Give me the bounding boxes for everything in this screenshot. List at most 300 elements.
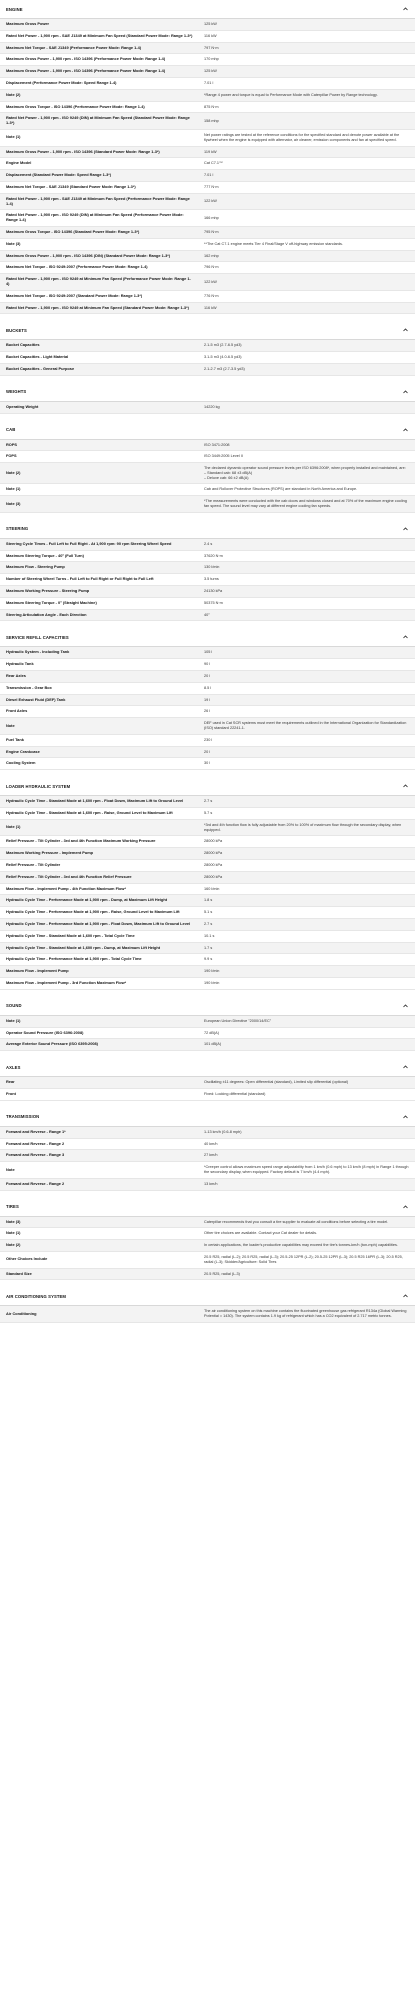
spec-row: [0, 683, 415, 695]
spec-value: 20.5 R25, radial (L-2); 20.5 R25, radial (L-3); 20.5-25 12PR (L-2); 20.5-25 12PR (L-3); 20.5 R25 16PR (L-3); 20.5 R25, radial (L-3); Skidder/Agriculture: Solid Tires: [204, 1254, 403, 1264]
spec-label: Engine Model: [6, 160, 32, 166]
section-header[interactable]: [0, 997, 415, 1016]
spec-label: Maximum Gross Power - 1,900 rpm - ISO 14396 (Performance Power Mode: Range 1-4): [6, 56, 166, 62]
spec-label: Maximum Flow - Steering Pump: [6, 564, 65, 570]
spec-value: 24130 kPa: [204, 589, 223, 594]
spec-value: 20 l: [204, 749, 211, 754]
spec-value: 2.7 s: [204, 921, 213, 926]
section-title: TRANSMISSION: [6, 1114, 40, 1120]
spec-row: [0, 647, 415, 659]
spec-row: [0, 113, 415, 130]
spec-value: **The Cat C7.1 engine meets Tier 4 Final/Stage V off-highway emission standards.: [204, 241, 344, 246]
spec-value: In certain applications, the loader's productive capabilities may exceed the tire's tonnes-km/h (ton-mph) capabilities.: [204, 1243, 398, 1248]
spec-label: Maximum Steering Torque - 40° (Full Turn): [6, 552, 84, 558]
spec-label: Forward and Reverse - Range 2: [6, 1180, 65, 1186]
spec-value: 795 N·m: [204, 229, 219, 234]
spec-label: Forward and Reverse - Range 1*: [6, 1128, 66, 1134]
spec-label: Bucket Capacities - Light Material: [6, 354, 69, 360]
spec-label: Maximum Gross Torque - ISO 14396 (Performance Power Mode: Range 1-4): [6, 103, 145, 109]
spec-label: Front: [6, 1090, 16, 1096]
spec-label: Hydraulic Cycle Time - Standard Mode at 1,600 rpm - Dump, at Maximum Lift Height: [6, 944, 161, 950]
spec-value: 162 mhp: [204, 253, 219, 258]
spec-value: 14220 kg: [204, 404, 220, 409]
spec-value: 116 kW: [204, 305, 217, 310]
section-spacer: [0, 513, 415, 520]
spec-value: 125 kW: [204, 22, 217, 26]
spec-value: DEF used in Cat SCR systems must meet the requirements outlined in the International Organization for Standardization (ISO) standard 22241-1.: [204, 721, 407, 731]
spec-table: [0, 402, 415, 414]
spec-row: [0, 1269, 415, 1281]
spec-row: [0, 884, 415, 896]
spec-row: [0, 210, 415, 227]
spec-table: [0, 19, 415, 314]
spec-row: [0, 291, 415, 303]
spec-value: Net power ratings are tested at the reference conditions for the specified standard and denote power available at the flywheel when the engine is equipped with alternator, air cleaner, emission components and fan at specified speed.: [204, 132, 400, 142]
spec-row: [0, 1089, 415, 1101]
spec-value: *Creeper control allows maximum speed range adjustability from 1 km/h (0.6 mph) to 13 km/h (8 mph) in Range 1 through the secondary display, when equipped. Factory default is 7 km/h (4.4 mph).: [204, 1165, 409, 1174]
spec-value: 26 l: [204, 709, 211, 714]
spec-label: Relief Pressure - Tilt Cylinder - 3rd and 4th Function Relief Pressure: [6, 873, 132, 879]
spec-value: 7.01 l: [204, 80, 214, 85]
spec-label: Number of Steering Wheel Turns - Full Left to Full Right or Full Right to Full Left: [6, 576, 154, 582]
spec-section: [0, 520, 415, 629]
spec-row: [0, 54, 415, 66]
spec-row: [0, 31, 415, 43]
spec-value: 7.01 l: [204, 173, 214, 178]
spec-row: [0, 1077, 415, 1089]
chevron-up-icon[interactable]: [402, 1203, 409, 1210]
spec-table: [0, 1016, 415, 1051]
spec-label: Note (1): [6, 486, 21, 492]
section-spacer: [0, 414, 415, 421]
spec-label: Operating Weight: [6, 403, 39, 409]
spec-label: Rated Net Power - 1,900 rpm - ISO 9249 (DIN) at Minimum Fan Speed (Standard Power Mode: Range 1-3*): [6, 115, 190, 126]
spec-label: Maximum Gross Power - 1,900 rpm - ISO 14396 (Standard Power Mode: Range 1-3*): [6, 148, 160, 154]
spec-value: 796 N·m: [204, 265, 219, 270]
section-spacer: [0, 770, 415, 777]
spec-value: The air conditioning system on this machine contains the fluorinated greenhouse gas refrigerant R134a (Global Warming Potential = 1430). The system contains 1.9 kg of refrigerant which has a CO2 equivalent of 2.717 metric tonnes.: [204, 1309, 407, 1319]
spec-row: [0, 1162, 415, 1179]
spec-row: [0, 747, 415, 759]
spec-row: [0, 352, 415, 364]
spec-value: 28000 kPa: [204, 863, 223, 867]
spec-table: [0, 647, 415, 770]
spec-row: [0, 194, 415, 211]
spec-label: Engine Crankcase: [6, 748, 40, 754]
section-header[interactable]: [0, 421, 415, 440]
spec-value: Other tire choices are available. Contact your Cat dealer for details.: [204, 1231, 318, 1236]
spec-label: Maximum Flow - Implement Pump: [6, 968, 69, 974]
spec-row: [0, 274, 415, 291]
chevron-up-icon[interactable]: [402, 634, 409, 641]
section-title: LOADER HYDRAULIC SYSTEM: [6, 783, 71, 789]
spec-value: 50375 N·m: [204, 600, 223, 605]
chevron-up-icon[interactable]: [402, 1293, 409, 1300]
spec-label: Rear Axles: [6, 673, 26, 679]
spec-table: [0, 1077, 415, 1101]
spec-value: 122 kW: [204, 279, 217, 284]
spec-label: Maximum Working Pressure - Steering Pump: [6, 588, 90, 594]
spec-value: 20 l: [204, 674, 211, 679]
section-title: STEERING: [6, 526, 29, 532]
spec-row: [0, 1179, 415, 1191]
spec-label: Diesel Exhaust Fluid (DEF) Tank: [6, 696, 66, 702]
spec-value: 875 N·m: [204, 104, 219, 109]
spec-value: 28000 kPa: [204, 839, 223, 844]
spec-value: 1-13 km/h (0.6-8 mph): [204, 1129, 242, 1134]
spec-row: [0, 872, 415, 884]
spec-row: [0, 586, 415, 598]
spec-label: Hydraulic System - Including Tank: [6, 649, 70, 655]
spec-row: [0, 170, 415, 182]
spec-table: [0, 1127, 415, 1191]
spec-row: [0, 820, 415, 837]
spec-table: [0, 539, 415, 622]
spec-value: 9.9 s: [204, 957, 213, 962]
spec-value: 19 l: [204, 697, 211, 702]
spec-row: [0, 262, 415, 274]
spec-table: [0, 340, 415, 375]
spec-row: [0, 340, 415, 352]
spec-row: [0, 227, 415, 239]
spec-value: 777 N·m: [204, 184, 219, 189]
spec-section: [0, 997, 415, 1058]
chevron-up-icon[interactable]: [402, 1064, 409, 1071]
section-title: AIR CONDITIONING SYSTEM: [6, 1293, 66, 1299]
spec-value: 105 l: [204, 650, 213, 655]
spec-label: Hydraulic Cycle Time - Performance Mode at 1,900 rpm - Raise, Ground Level to Maximum Lift: [6, 909, 180, 915]
spec-value: *3rd and 4th function flow is fully adjustable from 20% to 100% of maximum flow through the secondary display, when equipped.: [204, 822, 402, 832]
spec-label: Hydraulic Cycle Time - Performance Mode at 1,900 rpm - Float Down, Maximum Lift to Ground Level: [6, 920, 191, 926]
section-header[interactable]: [0, 520, 415, 539]
spec-table: [0, 1217, 415, 1281]
spec-row: [0, 1306, 415, 1323]
spec-value: 116 kW: [204, 33, 217, 38]
spec-value: 1.7 s: [204, 945, 213, 950]
spec-value: *Range 4 power and torque is equal to Performance Mode with Caterpillar Power by Range technology.: [204, 92, 378, 97]
spec-row: [0, 90, 415, 102]
section-title: ENGINE: [6, 6, 23, 12]
spec-value: 3.1-5 m3 (4.0-6.5 yd3): [204, 355, 242, 360]
spec-row: [0, 1228, 415, 1240]
spec-row: [0, 147, 415, 159]
section-header[interactable]: [0, 321, 415, 340]
section-title: TIRES: [6, 1204, 19, 1210]
spec-label: Note (2): [6, 469, 21, 475]
spec-value: 130 l/min: [204, 565, 220, 570]
spec-row: [0, 551, 415, 563]
spec-row: [0, 78, 415, 90]
spec-value: 30 l: [204, 761, 211, 766]
spec-row: [0, 1039, 415, 1051]
spec-row: [0, 66, 415, 78]
spec-section: [0, 321, 415, 382]
spec-row: [0, 1139, 415, 1151]
spec-row: [0, 130, 415, 147]
spec-row: [0, 251, 415, 263]
spec-value: 776 N·m: [204, 293, 219, 298]
spec-label: Bucket Capacities - General Purpose: [6, 365, 75, 371]
spec-value: 2.4 s: [204, 541, 213, 546]
chevron-up-icon[interactable]: [402, 1002, 409, 1009]
spec-label: Note (3): [6, 240, 21, 246]
spec-label: Maximum Net Torque - ISO 9249:2007 (Standard Power Mode: Range 1-3*): [6, 292, 143, 298]
spec-value: 5.7 s: [204, 811, 213, 816]
spec-row: [0, 836, 415, 848]
spec-row: [0, 158, 415, 170]
spec-value: 1.8 s: [204, 898, 213, 903]
chevron-up-icon[interactable]: [402, 388, 409, 395]
spec-row: [0, 895, 415, 907]
spec-label: Note (3): [6, 1218, 21, 1224]
spec-section: [0, 1108, 415, 1198]
spec-label: Displacement (Performance Power Mode: Speed Range 1-4): [6, 79, 117, 85]
spec-value: 5.1 s: [204, 910, 213, 915]
spec-label: Maximum Net Torque - SAE J1349 (Performance Power Mode: Range 1-4): [6, 44, 142, 50]
spec-row: [0, 402, 415, 414]
spec-row: [0, 440, 415, 452]
section-header[interactable]: [0, 777, 415, 796]
spec-section: [0, 1058, 415, 1108]
spec-value: Cab and Rollover Protective Structures (ROPS) are standard in North America and Europe.: [204, 487, 358, 492]
spec-row: [0, 735, 415, 747]
spec-label: Rated Net Power - 1,900 rpm - ISO 9249 (DIN) at Minimum Fan Speed (Performance Power Mode: Range 1-4): [6, 212, 184, 223]
spec-table: [0, 1306, 415, 1323]
spec-section: [0, 383, 415, 421]
spec-row: [0, 919, 415, 931]
spec-section: [0, 421, 415, 520]
spec-row: [0, 1217, 415, 1229]
spec-label: Forward and Reverse - Range 3: [6, 1152, 65, 1158]
spec-row: [0, 239, 415, 251]
section-header[interactable]: [0, 628, 415, 647]
chevron-up-icon[interactable]: [402, 327, 409, 334]
spec-label: Fuel Tank: [6, 736, 24, 742]
spec-label: Note (2): [6, 1242, 21, 1248]
section-header[interactable]: [0, 1058, 415, 1077]
spec-label: Note (1): [6, 1017, 21, 1023]
chevron-up-icon[interactable]: [402, 6, 409, 13]
spec-row: [0, 796, 415, 808]
spec-row: [0, 496, 415, 513]
spec-value: 90 l: [204, 662, 211, 667]
spec-value: 230 l: [204, 737, 213, 742]
spec-label: Note (1): [6, 1230, 21, 1236]
spec-label: Relief Pressure - Tilt Cylinder - 3rd and 4th Function Maximum Working Pressure: [6, 838, 156, 844]
spec-label: Transmission - Gear Box: [6, 684, 52, 690]
spec-row: [0, 562, 415, 574]
spec-row: [0, 303, 415, 315]
spec-label: Hydraulic Cycle Time - Standard Mode at 1,600 rpm - Float Down, Maximum Lift to Ground Level: [6, 798, 184, 804]
spec-row: [0, 907, 415, 919]
spec-row: [0, 671, 415, 683]
chevron-up-icon[interactable]: [402, 426, 409, 433]
spec-row: [0, 1150, 415, 1162]
spec-label: Rear: [6, 1079, 15, 1085]
spec-label: Relief Pressure - Tilt Cylinder: [6, 862, 61, 867]
spec-value: 28000 kPa: [204, 851, 223, 856]
section-header[interactable]: [0, 383, 415, 402]
spec-table: [0, 796, 415, 990]
spec-row: [0, 19, 415, 31]
spec-label: Cooling System: [6, 760, 36, 766]
spec-value: 101 dB(A): [204, 1042, 222, 1047]
spec-section: [0, 1198, 415, 1288]
spec-label: ROPS: [6, 441, 18, 447]
section-spacer: [0, 621, 415, 628]
spec-label: Maximum Net Torque - ISO 9249:2007 (Performance Power Mode: Range 1-4): [6, 264, 148, 270]
spec-label: Note (2): [6, 91, 21, 97]
section-title: CAB: [6, 427, 16, 432]
section-spacer: [0, 376, 415, 383]
section-header[interactable]: [0, 1198, 415, 1217]
spec-row: [0, 463, 415, 484]
spec-value: 37620 N·m: [204, 553, 223, 558]
spec-row: [0, 102, 415, 114]
spec-label: Operator Sound Pressure (ISO 6396:2008): [6, 1029, 84, 1035]
spec-row: [0, 451, 415, 463]
chevron-up-icon[interactable]: [402, 783, 409, 790]
spec-row: [0, 1240, 415, 1252]
spec-row: [0, 1028, 415, 1040]
spec-label: Front Axles: [6, 708, 28, 714]
spec-value: 20.5 R25, radial (L-3): [204, 1271, 240, 1276]
spec-row: [0, 718, 415, 735]
section-spacer: [0, 1191, 415, 1198]
spec-row: [0, 966, 415, 978]
spec-value: 72 dB(A): [204, 1030, 219, 1035]
spec-value: 122 kW: [204, 199, 217, 204]
spec-row: [0, 931, 415, 943]
spec-label: Maximum Working Pressure - Implement Pump: [6, 850, 94, 856]
spec-value: Fixed: Locking differential (standard): [204, 1091, 266, 1096]
spec-label: Rated Net Power - 1,900 rpm - SAE J1349 at Minimum Fan Speed (Standard Power Mode: Range 1-3*): [6, 32, 193, 38]
spec-value: ISO 3449:2005 Level II: [204, 454, 243, 459]
spec-label: Rated Net Power - 1,900 rpm - SAE J1349 at Minimum Fan Speed (Performance Power Mode: Range 1-4): [6, 195, 190, 206]
spec-label: Air Conditioning: [6, 1310, 37, 1316]
spec-row: [0, 860, 415, 872]
spec-row: [0, 43, 415, 55]
spec-value: 797 N·m: [204, 45, 219, 50]
section-title: SERVICE REFILL CAPACITIES: [6, 634, 69, 640]
chevron-up-icon[interactable]: [402, 525, 409, 532]
spec-label: Note (3): [6, 500, 21, 506]
section-header[interactable]: [0, 1287, 415, 1306]
spec-label: Maximum Net Torque - SAE J1349 (Standard Power Mode: Range 1-3*): [6, 183, 136, 189]
spec-label: Standard Size: [6, 1270, 32, 1276]
spec-label: Rated Net Power - 1,900 rpm - ISO 9249 at Minimum Fan Speed (Standard Power Mode: Range 1-3*): [6, 304, 189, 310]
spec-value: Oscillating ±11 degrees: Open differential (standard), Limited slip differential (optional): [204, 1080, 349, 1085]
spec-value: 10.1 s: [204, 933, 215, 938]
section-header[interactable]: [0, 1108, 415, 1127]
spec-value: 40°: [204, 612, 210, 617]
spec-label: Maximum Gross Torque - ISO 14396 (Standard Power Mode: Range 1-3*): [6, 228, 140, 234]
spec-value: Caterpillar recommends that you consult a tire supplier to evaluate all conditions before selecting a tire model.: [204, 1219, 389, 1224]
spec-label: Hydraulic Tank: [6, 661, 34, 667]
spec-row: [0, 848, 415, 860]
spec-label: Maximum Steering Torque - 0° (Straight Machine): [6, 599, 97, 605]
spec-value: European Union Directive "2000/14/EC": [204, 1018, 272, 1023]
section-spacer: [0, 1051, 415, 1058]
section-spacer: [0, 1323, 415, 1330]
spec-label: Hydraulic Cycle Time - Standard Mode at 1,600 rpm - Raise, Ground Level to Maximum Lift: [6, 810, 173, 816]
spec-row: [0, 758, 415, 770]
spec-row: [0, 695, 415, 707]
spec-row: [0, 706, 415, 718]
spec-row: [0, 808, 415, 820]
spec-row: [0, 1252, 415, 1269]
spec-value: The declared dynamic operator sound pressure levels per ISO 6396:2008*, when properly installed and maintained, are: – Standard cab: 68 ±3 dB(A) – Deluxe cab: 66 ±2 dB(A): [204, 466, 406, 480]
spec-row: [0, 364, 415, 376]
spec-section: [0, 628, 415, 777]
spec-label: Displacement (Standard Power Mode: Speed Range 1-3*): [6, 172, 112, 178]
spec-label: Steering Cycle Times - Full Left to Full Right - At 1,900 rpm: 90 rpm Steering Wheel Speed: [6, 540, 172, 546]
spec-value: *The measurements were conducted with the cab doors and windows closed and at 70% of the maximum engine cooling fan speed. The sound level may vary at different engine cooling fan speeds.: [204, 499, 407, 509]
spec-row: [0, 943, 415, 955]
spec-value: 8.5 l: [204, 685, 212, 690]
spec-value: 190 l/min: [204, 969, 220, 974]
spec-row: [0, 1016, 415, 1028]
section-title: BUCKETS: [6, 327, 27, 333]
spec-label: Maximum Flow - Implement Pump - 3rd Function Maximum Flow*: [6, 979, 127, 985]
spec-label: Note (1): [6, 134, 21, 140]
section-title: AXLES: [6, 1064, 21, 1070]
spec-value: 125 kW: [204, 69, 217, 74]
spec-value: 3.5 turns: [204, 577, 219, 582]
section-spacer: [0, 1280, 415, 1287]
section-title: WEIGHTS: [6, 389, 27, 395]
section-spacer: [0, 1101, 415, 1108]
spec-row: [0, 659, 415, 671]
section-spacer: [0, 314, 415, 321]
spec-row: [0, 539, 415, 551]
spec-label: FOPS: [6, 453, 17, 459]
spec-label: Note: [6, 1166, 15, 1172]
section-title: SOUND: [6, 1003, 22, 1009]
spec-value: ISO 3471:2008: [204, 442, 230, 447]
section-header[interactable]: [0, 0, 415, 19]
spec-label: Maximum Gross Power - 1,900 rpm - ISO 14396 (Performance Power Mode: Range 1-4): [6, 68, 166, 74]
spec-table: [0, 440, 415, 513]
spec-label: Other Choices Include: [6, 1256, 48, 1262]
spec-label: Hydraulic Cycle Time - Standard Mode at 1,600 rpm - Total Cycle Time: [6, 932, 135, 938]
spec-section: [0, 1287, 415, 1330]
spec-label: Note (1): [6, 824, 21, 830]
spec-value: 190 l/min: [204, 980, 220, 985]
spec-value: Cat C7.1™: [204, 161, 223, 166]
section-spacer: [0, 990, 415, 997]
spec-label: Average Exterior Sound Pressure (ISO 6395:2008): [6, 1041, 98, 1047]
spec-label: Note: [6, 722, 15, 728]
spec-label: Steering Articulation Angle - Each Direction: [6, 611, 87, 617]
spec-value: 170 mhp: [204, 57, 219, 62]
spec-row: [0, 484, 415, 496]
spec-value: 2.1-5 m3 (2.7-6.5 yd3): [204, 343, 242, 348]
spec-row: [0, 1127, 415, 1139]
spec-row: [0, 610, 415, 622]
spec-row: [0, 598, 415, 610]
spec-section: [0, 0, 415, 321]
spec-section: [0, 777, 415, 997]
spec-value: 2.1-2.7 m3 (2.7-3.5 yd3): [204, 366, 245, 371]
spec-row: [0, 182, 415, 194]
spec-label: Maximum Gross Power - 1,900 rpm - ISO 14396 (DIN) (Standard Power Mode: Range 1-3*): [6, 252, 171, 258]
spec-value: 166 mhp: [204, 215, 219, 220]
spec-label: Bucket Capacities: [6, 342, 40, 348]
spec-value: 119 kW: [204, 149, 217, 154]
chevron-up-icon[interactable]: [402, 1113, 409, 1120]
spec-label: Maximum Flow - Implement Pump - 4th Function Maximum Flow*: [6, 885, 126, 891]
